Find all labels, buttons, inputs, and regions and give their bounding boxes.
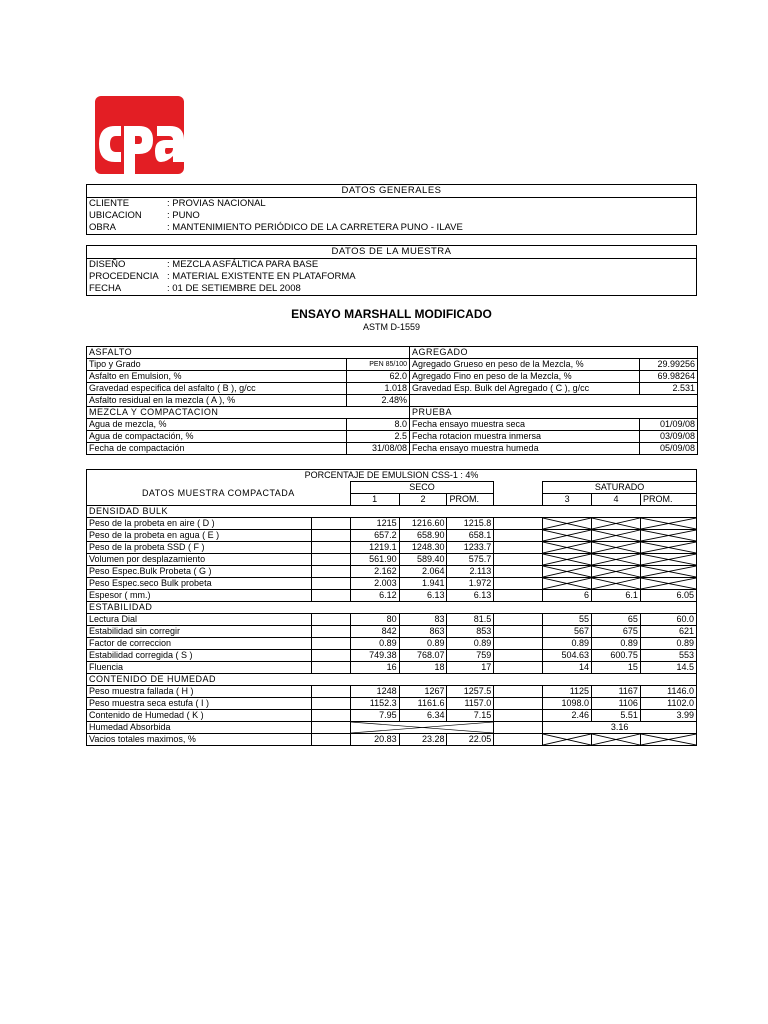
table-row [87, 698, 697, 710]
info-row [87, 222, 696, 234]
crossed-cell [543, 578, 592, 590]
empty-cell [410, 395, 698, 407]
empty-cell [494, 578, 543, 590]
empty-cell [312, 710, 351, 722]
crossed-cell [592, 566, 641, 578]
info-row [87, 283, 696, 295]
col-header: PROM. [640, 494, 696, 506]
crossed-cell [543, 566, 592, 578]
empty-cell [312, 662, 351, 674]
info-key: UBICACION [89, 210, 142, 221]
param-value: 01/09/08 [640, 419, 698, 431]
value-cell: 5.51 [592, 710, 641, 722]
row-label: Factor de correccion [87, 638, 312, 650]
value-cell: 1157.0 [447, 698, 494, 710]
value-cell: 600.75 [592, 650, 641, 662]
param-value: 29.99256 [640, 359, 698, 371]
param-value: 2.5 [347, 431, 410, 443]
value-cell: 65 [592, 614, 641, 626]
crossed-cell [350, 722, 494, 734]
value-cell: 18 [399, 662, 447, 674]
value-cell: 0.89 [640, 638, 696, 650]
value-cell: 0.89 [592, 638, 641, 650]
value-cell: 1257.5 [447, 686, 494, 698]
empty-cell [494, 662, 543, 674]
value-cell: 0.89 [543, 638, 592, 650]
crossed-cell [543, 734, 592, 746]
table-row [87, 566, 697, 578]
spacer-cell [494, 494, 543, 506]
value-cell: 0.89 [399, 638, 447, 650]
empty-cell [312, 686, 351, 698]
value-cell: 0.89 [447, 638, 494, 650]
value-cell: 20.83 [350, 734, 399, 746]
crossed-cell [640, 578, 696, 590]
row-label: Lectura Dial [87, 614, 312, 626]
info-value: : MANTENIMIENTO PERIÓDICO DE LA CARRETERA PUNO - ILAVE [167, 222, 463, 233]
value-cell: 1233.7 [447, 542, 494, 554]
empty-cell [494, 554, 543, 566]
datos-muestra-label: DATOS MUESTRA COMPACTADA [87, 482, 351, 506]
info-row [87, 259, 696, 271]
empty-cell [494, 710, 543, 722]
value-cell: 2.064 [399, 566, 447, 578]
row-label: Estabilidad sin corregir [87, 626, 312, 638]
empty-cell [312, 566, 351, 578]
value-cell: 1219.1 [350, 542, 399, 554]
empty-cell [312, 650, 351, 662]
value-cell: 1106 [592, 698, 641, 710]
value-cell: 658.90 [399, 530, 447, 542]
empty-cell [312, 722, 351, 734]
row-label: Volumen por desplazamiento [87, 554, 312, 566]
section-humedad: CONTENIDO DE HUMEDAD [87, 674, 697, 686]
empty-cell [312, 626, 351, 638]
row-label: Fluencia [87, 662, 312, 674]
table-row [87, 650, 697, 662]
parameters-table [86, 346, 698, 455]
row-label: Estabilidad corregida ( S ) [87, 650, 312, 662]
crossed-cell [543, 518, 592, 530]
param-label: Tipo y Grado [87, 359, 347, 371]
value-cell: 759 [447, 650, 494, 662]
row-label: Espesor ( mm.) [87, 590, 312, 602]
param-value: 2.531 [640, 383, 698, 395]
param-value: 31/08/08 [347, 443, 410, 455]
empty-cell [494, 518, 543, 530]
param-value: 1.018 [347, 383, 410, 395]
crossed-cell [543, 554, 592, 566]
col-header: 2 [399, 494, 447, 506]
value-cell: 2.162 [350, 566, 399, 578]
value-cell: 1098.0 [543, 698, 592, 710]
value-cell: 55 [543, 614, 592, 626]
empty-cell [494, 542, 543, 554]
value-cell: 14 [543, 662, 592, 674]
datos-generales-header: DATOS GENERALES [87, 185, 696, 198]
empty-cell [312, 530, 351, 542]
value-cell: 1152.3 [350, 698, 399, 710]
table-row [87, 626, 697, 638]
crossed-cell [592, 518, 641, 530]
table-row [87, 578, 697, 590]
col-header: PROM. [447, 494, 494, 506]
table-row [87, 662, 697, 674]
param-value: 8.0 [347, 419, 410, 431]
section-asfalto: ASFALTO [87, 347, 410, 359]
crossed-cell [640, 530, 696, 542]
crossed-cell [592, 578, 641, 590]
value-cell: 6.05 [640, 590, 696, 602]
value-cell: 1161.6 [399, 698, 447, 710]
info-row [87, 271, 696, 283]
info-value: : MEZCLA ASFÁLTICA PARA BASE [167, 259, 319, 270]
value-cell: 0.89 [350, 638, 399, 650]
value-cell: 80 [350, 614, 399, 626]
info-row [87, 198, 696, 210]
param-value: PEN 85/100 [347, 359, 410, 371]
info-key: FECHA [89, 283, 122, 294]
table-row [87, 518, 697, 530]
row-label: Peso Espec.Bulk Probeta ( G ) [87, 566, 312, 578]
table-row [87, 710, 697, 722]
row-label: Peso muestra seca estufa ( I ) [87, 698, 312, 710]
crossed-cell [640, 554, 696, 566]
value-cell: 1102.0 [640, 698, 696, 710]
row-label: Peso de la probeta en aire ( D ) [87, 518, 312, 530]
param-value: 03/09/08 [640, 431, 698, 443]
empty-cell [312, 518, 351, 530]
info-key: DISEÑO [89, 259, 126, 270]
crossed-cell [543, 530, 592, 542]
value-cell: 1125 [543, 686, 592, 698]
empty-cell [494, 722, 543, 734]
info-value: : 01 DE SETIEMBRE DEL 2008 [167, 283, 301, 294]
value-cell: 1216.60 [399, 518, 447, 530]
row-label: Peso de la probeta SSD ( F ) [87, 542, 312, 554]
param-label: Fecha ensayo muestra humeda [410, 443, 640, 455]
value-cell: 6.12 [350, 590, 399, 602]
section-estabilidad: ESTABILIDAD [87, 602, 697, 614]
table-row [87, 542, 697, 554]
section-densidad: DENSIDAD BULK [87, 506, 697, 518]
empty-cell [494, 626, 543, 638]
value-cell: 749.38 [350, 650, 399, 662]
value-cell: 17 [447, 662, 494, 674]
table-row [87, 554, 697, 566]
empty-cell [494, 590, 543, 602]
empty-cell [312, 698, 351, 710]
param-label: Agregado Grueso en peso de la Mezcla, % [410, 359, 640, 371]
cpa-logo-mark [95, 96, 184, 174]
section-prueba: PRUEBA [410, 407, 698, 419]
info-value: : PROVIAS NACIONAL [167, 198, 266, 209]
value-cell: 15 [592, 662, 641, 674]
info-row [87, 210, 696, 222]
value-cell: 2.46 [543, 710, 592, 722]
datos-generales-box [86, 184, 697, 235]
param-label: Asfalto en Emulsion, % [87, 371, 347, 383]
value-cell: 863 [399, 626, 447, 638]
value-cell: 553 [640, 650, 696, 662]
value-cell: 1248.30 [399, 542, 447, 554]
table-row [87, 530, 697, 542]
info-key: CLIENTE [89, 198, 130, 209]
value-cell: 675 [592, 626, 641, 638]
empty-cell [494, 698, 543, 710]
value-cell: 7.15 [447, 710, 494, 722]
info-value: : MATERIAL EXISTENTE EN PLATAFORMA [167, 271, 356, 282]
datos-muestra-header: DATOS DE LA MUESTRA [87, 246, 696, 259]
table-row [87, 686, 697, 698]
row-label: Peso muestra fallada ( H ) [87, 686, 312, 698]
row-label: Vacios totales maximos, % [87, 734, 312, 746]
table-row [87, 614, 697, 626]
param-label: Agua de compactación, % [87, 431, 347, 443]
seco-header: SECO [350, 482, 494, 494]
saturado-header: SATURADO [543, 482, 697, 494]
crossed-cell [592, 542, 641, 554]
info-key: PROCEDENCIA [89, 271, 159, 282]
crossed-cell [543, 542, 592, 554]
param-label: Fecha ensayo muestra seca [410, 419, 640, 431]
value-cell: 6.1 [592, 590, 641, 602]
info-value: : PUNO [167, 210, 200, 221]
value-cell: 1146.0 [640, 686, 696, 698]
empty-cell [312, 554, 351, 566]
crossed-cell [592, 734, 641, 746]
cpa-logo [95, 96, 184, 174]
value-cell: 14.5 [640, 662, 696, 674]
param-value: 2.48% [347, 395, 410, 407]
col-header: 3 [543, 494, 592, 506]
row-label: Peso de la probeta en agua ( E ) [87, 530, 312, 542]
empty-cell [494, 566, 543, 578]
value-cell: 6.13 [447, 590, 494, 602]
value-cell: 6 [543, 590, 592, 602]
page-title: ENSAYO MARSHALL MODIFICADO [291, 307, 492, 321]
value-cell: 6.34 [399, 710, 447, 722]
crossed-cell [592, 530, 641, 542]
value-cell: 1.941 [399, 578, 447, 590]
empty-cell [494, 530, 543, 542]
empty-cell [312, 590, 351, 602]
value-cell: 853 [447, 626, 494, 638]
param-label: Fecha rotacion muestra inmersa [410, 431, 640, 443]
results-header: PORCENTAJE DE EMULSION CSS-1 : 4% [87, 470, 697, 482]
value-cell: 1.972 [447, 578, 494, 590]
humedad-absorbida-value: 3.16 [543, 722, 697, 734]
empty-cell [312, 578, 351, 590]
value-cell: 1215.8 [447, 518, 494, 530]
col-header: 4 [592, 494, 641, 506]
param-label: Agua de mezcla, % [87, 419, 347, 431]
crossed-cell [640, 734, 696, 746]
value-cell: 7.95 [350, 710, 399, 722]
value-cell: 2.113 [447, 566, 494, 578]
value-cell: 23.28 [399, 734, 447, 746]
value-cell: 561.90 [350, 554, 399, 566]
row-label: Peso Espec.seco Bulk probeta [87, 578, 312, 590]
empty-cell [312, 638, 351, 650]
crossed-cell [640, 566, 696, 578]
col-header: 1 [350, 494, 399, 506]
param-label: Agregado Fino en peso de la Mezcla, % [410, 371, 640, 383]
param-label: Asfalto residual en la mezcla ( A ), % [87, 395, 347, 407]
param-label: Gravedad especifica del asfalto ( B ), g/cc [87, 383, 347, 395]
value-cell: 2.003 [350, 578, 399, 590]
info-key: OBRA [89, 222, 116, 233]
results-table [86, 469, 697, 746]
value-cell: 575.7 [447, 554, 494, 566]
crossed-cell [592, 554, 641, 566]
row-label: Humedad Absorbida [87, 722, 312, 734]
value-cell: 768.07 [399, 650, 447, 662]
table-row [87, 638, 697, 650]
empty-cell [494, 686, 543, 698]
value-cell: 1215 [350, 518, 399, 530]
crossed-cell [640, 542, 696, 554]
value-cell: 658.1 [447, 530, 494, 542]
section-agregado: AGREGADO [410, 347, 698, 359]
value-cell: 6.13 [399, 590, 447, 602]
empty-cell [312, 542, 351, 554]
empty-cell [312, 614, 351, 626]
param-value: 05/09/08 [640, 443, 698, 455]
value-cell: 1167 [592, 686, 641, 698]
param-value: 62.0 [347, 371, 410, 383]
param-label: Fecha de compactación [87, 443, 347, 455]
value-cell: 657.2 [350, 530, 399, 542]
empty-cell [312, 734, 351, 746]
value-cell: 22.05 [447, 734, 494, 746]
value-cell: 60.0 [640, 614, 696, 626]
value-cell: 621 [640, 626, 696, 638]
value-cell: 842 [350, 626, 399, 638]
empty-cell [494, 650, 543, 662]
value-cell: 1267 [399, 686, 447, 698]
row-label: Contenido de Humedad ( K ) [87, 710, 312, 722]
value-cell: 567 [543, 626, 592, 638]
value-cell: 3.99 [640, 710, 696, 722]
param-label: Gravedad Esp. Bulk del Agregado ( C ), g/cc [410, 383, 640, 395]
datos-muestra-box [86, 245, 697, 296]
empty-cell [494, 614, 543, 626]
value-cell: 1248 [350, 686, 399, 698]
page-subtitle: ASTM D-1559 [362, 322, 421, 332]
value-cell: 504.63 [543, 650, 592, 662]
section-mezcla: MEZCLA Y COMPACTACION [87, 407, 410, 419]
value-cell: 81.5 [447, 614, 494, 626]
crossed-cell [640, 518, 696, 530]
spacer-cell [494, 482, 543, 494]
param-value: 69.98264 [640, 371, 698, 383]
value-cell: 589.40 [399, 554, 447, 566]
empty-cell [494, 734, 543, 746]
value-cell: 83 [399, 614, 447, 626]
empty-cell [494, 638, 543, 650]
value-cell: 16 [350, 662, 399, 674]
